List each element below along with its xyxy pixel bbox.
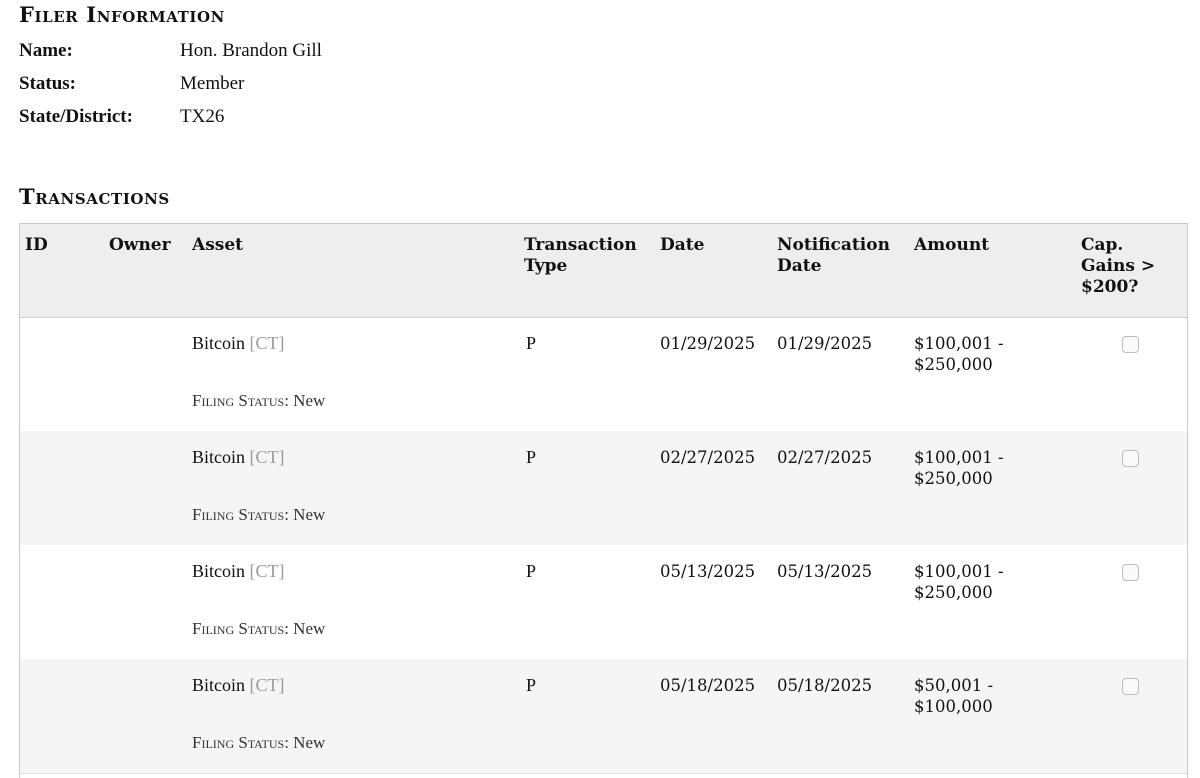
transactions-heading: Transactions <box>19 184 170 209</box>
cell-transaction-type: P <box>526 333 537 353</box>
col-header-date: Date <box>660 235 705 255</box>
asset-ticker: [CT] <box>249 675 285 695</box>
cell-transaction-type: P <box>526 561 537 581</box>
cell-amount <box>914 561 1004 603</box>
col-header-transaction-type-line2: Type <box>524 256 568 276</box>
col-header-notification-line2: Date <box>777 256 822 276</box>
col-header-cap-gains <box>1081 235 1155 298</box>
cell-transaction-type: P <box>526 447 537 467</box>
col-header-amount: Amount <box>914 235 990 255</box>
filing-status <box>192 733 325 753</box>
cap-gains-checkbox[interactable] <box>1122 336 1139 353</box>
cap-gains-checkbox[interactable] <box>1122 678 1139 695</box>
cell-notification-date: 05/18/2025 <box>777 676 873 695</box>
amount-line1: $50,001 - <box>914 676 994 695</box>
asset-ticker: [CT] <box>249 561 285 581</box>
col-header-transaction-type-line1: Transaction <box>524 235 637 255</box>
col-header-asset: Asset <box>192 235 243 255</box>
cell-amount <box>914 675 993 717</box>
cell-amount <box>914 333 1004 375</box>
col-header-cap-gains-line2: Gains > <box>1081 256 1156 276</box>
asset-name: Bitcoin <box>192 675 245 695</box>
cap-gains-checkbox[interactable] <box>1122 450 1139 467</box>
cell-asset <box>192 447 285 468</box>
filing-status-value: New <box>293 505 326 524</box>
table-row <box>20 659 1187 773</box>
cell-date: 05/13/2025 <box>660 562 756 581</box>
table-row <box>20 773 1187 778</box>
table-row <box>20 431 1187 545</box>
filing-status-value: New <box>293 619 326 638</box>
name-value: Hon. Brandon Gill <box>180 40 322 61</box>
filer-information-heading: Filer Information <box>19 2 225 27</box>
name-label: Name: <box>19 40 73 61</box>
cell-notification-date: 01/29/2025 <box>777 334 873 353</box>
filer-district-row <box>19 106 322 139</box>
col-header-id: ID <box>25 235 48 255</box>
district-label: State/District: <box>19 106 133 127</box>
col-header-transaction-type <box>524 235 637 277</box>
col-header-owner: Owner <box>109 235 171 255</box>
cell-asset <box>192 675 285 696</box>
asset-name: Bitcoin <box>192 333 245 353</box>
cell-notification-date: 05/13/2025 <box>777 562 873 581</box>
amount-line2: $100,000 <box>914 697 993 716</box>
amount-line2: $250,000 <box>914 469 993 488</box>
cap-gains-checkbox[interactable] <box>1122 564 1139 581</box>
cell-date: 02/27/2025 <box>660 448 756 467</box>
filer-name-row <box>19 40 322 73</box>
status-value: Member <box>180 73 245 94</box>
filing-status-label: Filing Status: <box>192 733 289 752</box>
cell-transaction-type: P <box>526 675 537 695</box>
table-row <box>20 317 1187 431</box>
col-header-notification-date <box>777 235 890 277</box>
filing-status-label: Filing Status: <box>192 391 289 410</box>
col-header-cap-gains-line3: $200? <box>1081 277 1139 297</box>
cell-date: 05/18/2025 <box>660 676 756 695</box>
filing-status-label: Filing Status: <box>192 505 289 524</box>
status-label: Status: <box>19 73 77 94</box>
filer-info-table <box>19 40 322 139</box>
filing-status <box>192 619 325 639</box>
table-header <box>20 224 1187 318</box>
amount-line1: $100,001 - <box>914 562 1004 581</box>
filing-status <box>192 391 325 411</box>
filing-status <box>192 505 325 525</box>
filer-status-row <box>19 73 322 106</box>
col-header-notification-line1: Notification <box>777 235 890 255</box>
amount-line1: $100,001 - <box>914 448 1004 467</box>
cell-asset <box>192 561 285 582</box>
cell-asset <box>192 333 285 354</box>
table-row <box>20 545 1187 659</box>
cell-date: 01/29/2025 <box>660 334 756 353</box>
filing-status-value: New <box>293 391 326 410</box>
asset-name: Bitcoin <box>192 561 245 581</box>
amount-line2: $250,000 <box>914 583 993 602</box>
filing-status-label: Filing Status: <box>192 619 289 638</box>
transactions-table <box>19 223 1188 778</box>
cell-notification-date: 02/27/2025 <box>777 448 873 467</box>
district-value: TX26 <box>180 106 225 127</box>
amount-line1: $100,001 - <box>914 334 1004 353</box>
col-header-cap-gains-line1: Cap. <box>1081 235 1124 255</box>
asset-ticker: [CT] <box>249 333 285 353</box>
asset-ticker: [CT] <box>249 447 285 467</box>
asset-name: Bitcoin <box>192 447 245 467</box>
amount-line2: $250,000 <box>914 355 993 374</box>
cell-amount <box>914 447 1004 489</box>
filing-status-value: New <box>293 733 326 752</box>
